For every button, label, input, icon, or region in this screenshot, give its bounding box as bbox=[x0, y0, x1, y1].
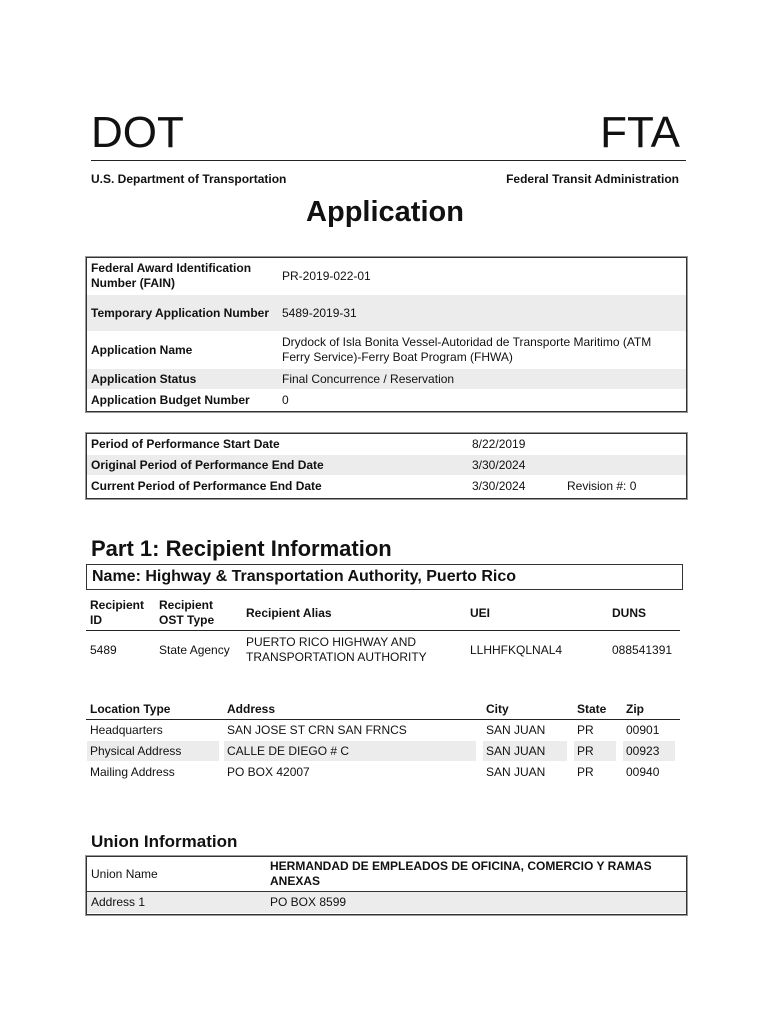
pop-orig-end-label: Original Period of Performance End Date bbox=[91, 457, 324, 472]
app-budget-label: Application Budget Number bbox=[91, 392, 250, 407]
recipient-ost-type-value: State Agency bbox=[159, 643, 230, 657]
col-header-zip: Zip bbox=[626, 702, 644, 716]
col-header-location-type: Location Type bbox=[90, 702, 171, 716]
union-section-title: Union Information bbox=[91, 832, 238, 851]
location-type: Physical Address bbox=[87, 741, 219, 761]
uei-value: LLHHFKQLNAL4 bbox=[470, 643, 563, 657]
app-name-label: Application Name bbox=[91, 342, 193, 357]
fain-value: PR-2019-022-01 bbox=[282, 268, 371, 283]
fain-row bbox=[87, 258, 686, 295]
union-info-table bbox=[86, 856, 687, 915]
app-status-value: Final Concurrence / Reservation bbox=[282, 371, 455, 386]
location-address: SAN JOSE ST CRN SAN FRNCS bbox=[227, 723, 407, 737]
location-state: PR bbox=[574, 741, 616, 761]
temp-app-number-value: 5489-2019-31 bbox=[282, 305, 357, 320]
col-header-recipient-id: Recipient ID bbox=[90, 598, 145, 627]
col-header-city: City bbox=[486, 702, 509, 716]
location-row bbox=[86, 720, 680, 740]
app-budget-row bbox=[87, 390, 686, 411]
page-title: Application bbox=[306, 196, 464, 228]
application-details-table bbox=[86, 257, 687, 412]
location-state: PR bbox=[577, 765, 594, 779]
col-header-duns: DUNS bbox=[612, 606, 647, 620]
union-address-row bbox=[87, 892, 686, 914]
location-address: PO BOX 42007 bbox=[227, 765, 310, 779]
duns-value: 088541391 bbox=[612, 643, 673, 657]
temp-app-number-label: Temporary Application Number bbox=[91, 305, 270, 320]
union-address-label: Address 1 bbox=[91, 895, 146, 909]
app-name-row bbox=[87, 332, 686, 369]
dot-agency-name: U.S. Department of Transportation bbox=[91, 172, 287, 186]
app-status-label: Application Status bbox=[91, 371, 197, 386]
location-type: Mailing Address bbox=[90, 765, 175, 779]
fain-label: Federal Award Identification Number (FAIN) bbox=[91, 261, 252, 290]
location-zip: 00923 bbox=[623, 741, 675, 761]
pop-start-label: Period of Performance Start Date bbox=[91, 436, 280, 451]
location-city: SAN JUAN bbox=[483, 741, 567, 761]
recipient-section-title: Part 1: Recipient Information bbox=[91, 536, 392, 561]
performance-period-table bbox=[86, 433, 687, 499]
recipient-table-header-rule bbox=[86, 630, 680, 631]
location-zip: 00940 bbox=[626, 765, 660, 779]
fta-logo-text: FTA bbox=[600, 108, 680, 157]
location-row bbox=[86, 741, 680, 761]
pop-orig-end-row bbox=[87, 455, 686, 476]
location-state: PR bbox=[577, 723, 594, 737]
app-status-row bbox=[87, 369, 686, 390]
pop-curr-end-label: Current Period of Performance End Date bbox=[91, 479, 322, 493]
fta-agency-name: Federal Transit Administration bbox=[506, 172, 679, 186]
app-name-value: Drydock of Isla Bonita Vessel-Autoridad de Transporte Maritimo (ATM Ferry Service)-Ferry Boat Program (FHWA) bbox=[282, 335, 652, 364]
location-row bbox=[86, 762, 680, 782]
union-name-label: Union Name bbox=[91, 866, 158, 881]
col-header-uei: UEI bbox=[470, 606, 491, 620]
recipient-id-value: 5489 bbox=[90, 643, 117, 657]
revision-number: Revision #: 0 bbox=[567, 479, 637, 493]
header-divider bbox=[91, 160, 686, 161]
pop-curr-end-row bbox=[87, 476, 686, 498]
union-name-value: HERMANDAD DE EMPLEADOS DE OFICINA, COMERCIO Y RAMAS ANEXAS bbox=[270, 859, 652, 888]
locations-header-row bbox=[86, 699, 680, 719]
location-city: SAN JUAN bbox=[486, 723, 546, 737]
location-city: SAN JUAN bbox=[486, 765, 546, 779]
union-address-value: PO BOX 8599 bbox=[270, 895, 347, 909]
recipient-name-box: Name: Highway & Transportation Authority, Puerto Rico bbox=[86, 564, 683, 590]
pop-start-row bbox=[87, 434, 686, 455]
pop-curr-end-value: 3/30/2024 bbox=[472, 479, 526, 493]
app-budget-value: 0 bbox=[282, 392, 289, 407]
col-header-state: State bbox=[577, 702, 607, 716]
location-address: CALLE DE DIEGO # C bbox=[224, 741, 476, 761]
union-name-row bbox=[87, 857, 686, 892]
pop-start-value: 8/22/2019 bbox=[472, 436, 526, 451]
col-header-recipient-ost-type: Recipient OST Type bbox=[159, 598, 215, 627]
location-type: Headquarters bbox=[90, 723, 163, 737]
temp-app-number-row bbox=[87, 295, 686, 332]
recipient-alias-value: PUERTO RICO HIGHWAY AND TRANSPORTATION AUTHORITY bbox=[246, 635, 427, 664]
col-header-address: Address bbox=[227, 702, 276, 716]
col-header-recipient-alias: Recipient Alias bbox=[246, 606, 332, 620]
pop-orig-end-value: 3/30/2024 bbox=[472, 457, 526, 472]
location-zip: 00901 bbox=[626, 723, 660, 737]
dot-logo-text: DOT bbox=[91, 108, 184, 157]
